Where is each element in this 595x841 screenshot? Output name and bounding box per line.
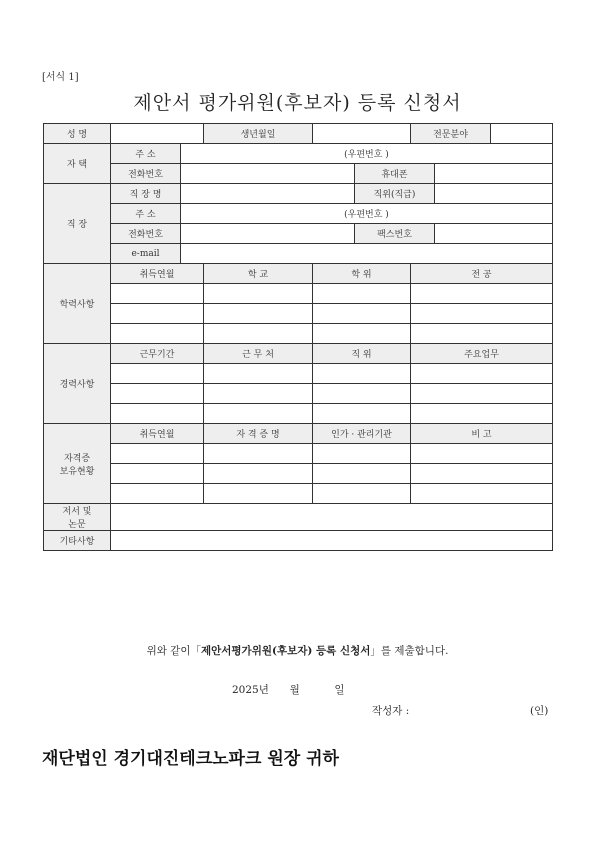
etc-section-label: 기타사항 xyxy=(44,531,111,551)
license-col-name: 자 격 증 명 xyxy=(204,424,313,444)
career-cell[interactable] xyxy=(204,404,313,424)
license-cell[interactable] xyxy=(313,484,411,504)
date-year: 2025년 xyxy=(232,684,269,696)
career-row xyxy=(44,364,553,384)
career-cell[interactable] xyxy=(111,404,204,424)
license-section-label xyxy=(44,424,111,504)
education-cell[interactable] xyxy=(411,284,553,304)
career-cell[interactable] xyxy=(411,384,553,404)
writer-label: 작성자 : xyxy=(372,705,410,717)
books-section-label xyxy=(44,504,111,531)
work-position-label: 직위(직급) xyxy=(355,184,435,204)
license-cell[interactable] xyxy=(313,464,411,484)
career-cell[interactable] xyxy=(313,364,411,384)
education-cell[interactable] xyxy=(204,284,313,304)
page-title: 제안서 평가위원(후보자) 등록 신청서 xyxy=(133,92,462,114)
work-position-field[interactable] xyxy=(435,184,553,204)
row-personal xyxy=(44,124,553,144)
home-section-label: 자 택 xyxy=(44,144,111,184)
education-col-date: 취득연월 xyxy=(111,264,204,284)
date-day: 일 xyxy=(334,684,345,696)
row-books xyxy=(44,504,553,531)
row-career-header xyxy=(44,344,553,364)
career-col-duties: 주요업무 xyxy=(411,344,553,364)
career-row xyxy=(44,384,553,404)
home-phone-label: 전화번호 xyxy=(111,164,181,184)
license-row xyxy=(44,464,553,484)
license-cell[interactable] xyxy=(204,484,313,504)
education-col-major: 전 공 xyxy=(411,264,553,284)
work-address-field[interactable]: (우편번호 ) xyxy=(181,204,553,224)
books-label-line1: 저서 및 xyxy=(62,507,92,517)
work-fax-label: 팩스번호 xyxy=(355,224,435,244)
career-row xyxy=(44,404,553,424)
row-work-phone xyxy=(44,224,553,244)
birth-label: 생년월일 xyxy=(204,124,313,144)
seal-mark: (인) xyxy=(530,705,549,717)
work-section-label: 직 장 xyxy=(44,184,111,264)
career-cell[interactable] xyxy=(411,404,553,424)
statement-suffix: 」를 제출합니다. xyxy=(370,645,449,657)
license-cell[interactable] xyxy=(111,444,204,464)
name-field[interactable] xyxy=(111,124,204,144)
education-section-label: 학력사항 xyxy=(44,264,111,344)
license-cell[interactable] xyxy=(204,464,313,484)
home-address-field[interactable]: (우편번호 ) xyxy=(181,144,553,164)
row-home-address xyxy=(44,144,553,164)
books-label-line2: 논문 xyxy=(68,520,86,530)
form-number: [서식 1] xyxy=(42,72,79,83)
registration-form-table xyxy=(43,123,553,551)
career-cell[interactable] xyxy=(204,364,313,384)
row-education-header xyxy=(44,264,553,284)
work-company-label: 직 장 명 xyxy=(111,184,181,204)
education-cell[interactable] xyxy=(313,304,411,324)
license-col-note: 비 고 xyxy=(411,424,553,444)
books-field[interactable] xyxy=(111,504,553,531)
home-address-label: 주 소 xyxy=(111,144,181,164)
etc-field[interactable] xyxy=(111,531,553,551)
statement-prefix: 위와 같이「 xyxy=(146,645,201,657)
license-section-line2: 보유현황 xyxy=(59,466,95,477)
education-cell[interactable] xyxy=(313,284,411,304)
license-cell[interactable] xyxy=(411,484,553,504)
career-cell[interactable] xyxy=(111,384,204,404)
license-row xyxy=(44,444,553,464)
row-work-company xyxy=(44,184,553,204)
license-cell[interactable] xyxy=(111,464,204,484)
date-month: 월 xyxy=(289,684,300,696)
license-cell[interactable] xyxy=(204,444,313,464)
education-cell[interactable] xyxy=(204,324,313,344)
license-col-authority: 인가 · 관리기관 xyxy=(313,424,411,444)
work-fax-field[interactable] xyxy=(435,224,553,244)
work-company-field[interactable] xyxy=(181,184,355,204)
license-cell[interactable] xyxy=(111,484,204,504)
education-cell[interactable] xyxy=(204,304,313,324)
row-work-email xyxy=(44,244,553,264)
date-line xyxy=(232,682,345,697)
career-col-position: 직 위 xyxy=(313,344,411,364)
row-home-phone xyxy=(44,164,553,184)
education-row xyxy=(44,284,553,304)
license-cell[interactable] xyxy=(411,464,553,484)
education-cell[interactable] xyxy=(411,324,553,344)
work-email-label: e-mail xyxy=(111,244,181,264)
education-cell[interactable] xyxy=(411,304,553,324)
education-cell[interactable] xyxy=(111,284,204,304)
education-row xyxy=(44,324,553,344)
license-col-date: 취득연월 xyxy=(111,424,204,444)
career-cell[interactable] xyxy=(411,364,553,384)
home-mobile-label: 휴대폰 xyxy=(355,164,435,184)
license-section-line1: 자격증 xyxy=(63,453,91,464)
license-cell[interactable] xyxy=(313,444,411,464)
home-phone-field[interactable] xyxy=(181,164,355,184)
home-mobile-field[interactable] xyxy=(435,164,553,184)
work-address-label: 주 소 xyxy=(111,204,181,224)
education-cell[interactable] xyxy=(313,324,411,344)
education-col-school: 학 교 xyxy=(204,264,313,284)
row-work-address xyxy=(44,204,553,224)
statement-form-name: 제안서평가위원(후보자) 등록 신청서 xyxy=(200,645,371,657)
education-row xyxy=(44,304,553,324)
row-license-header xyxy=(44,424,553,444)
career-cell[interactable] xyxy=(204,384,313,404)
education-col-degree: 학 위 xyxy=(313,264,411,284)
career-cell[interactable] xyxy=(313,404,411,424)
work-email-field[interactable] xyxy=(181,244,553,264)
field-field[interactable] xyxy=(491,124,553,144)
field-label: 전문분야 xyxy=(411,124,491,144)
work-phone-label: 전화번호 xyxy=(111,224,181,244)
career-col-period: 근무기간 xyxy=(111,344,204,364)
license-cell[interactable] xyxy=(411,444,553,464)
submission-statement xyxy=(0,643,595,658)
license-row xyxy=(44,484,553,504)
recipient: 재단법인 경기대진테크노파크 원장 귀하 xyxy=(42,749,339,769)
education-cell[interactable] xyxy=(111,324,204,344)
career-cell[interactable] xyxy=(313,384,411,404)
work-phone-field[interactable] xyxy=(181,224,355,244)
career-section-label: 경력사항 xyxy=(44,344,111,424)
education-cell[interactable] xyxy=(111,304,204,324)
career-col-workplace: 근 무 처 xyxy=(204,344,313,364)
career-cell[interactable] xyxy=(111,364,204,384)
row-etc xyxy=(44,531,553,551)
birth-field[interactable] xyxy=(313,124,411,144)
name-label: 성 명 xyxy=(44,124,111,144)
